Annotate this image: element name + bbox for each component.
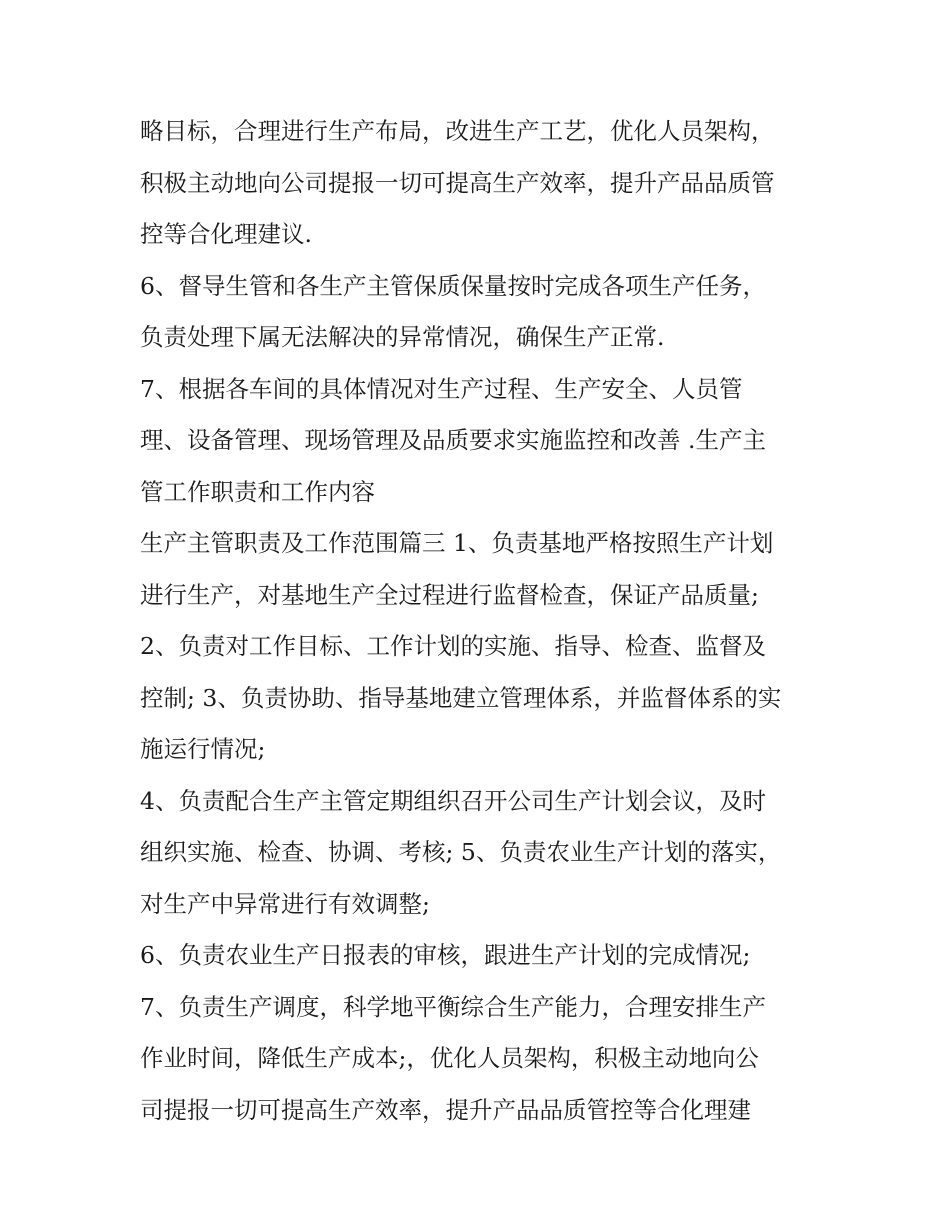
text-line: 施运行情况;	[140, 735, 266, 763]
text-line: 积极主动地向公司提报一切可提高生产效率，提升产品品质管	[140, 168, 775, 197]
text-line: 管工作职责和工作内容	[140, 477, 375, 506]
text-line: 6、督导生管和各生产主管保质保量按时完成各项生产任务，	[140, 271, 766, 300]
text-line: 生产主管职责及工作范围篇三 1、负责基地严格按照生产计划	[140, 529, 774, 557]
text-line: 7、负责生产调度，科学地平衡综合生产能力，合理安排生产	[140, 992, 766, 1021]
text-line: 4、负责配合生产主管定期组织召开公司生产计划会议，及时	[140, 786, 766, 815]
text-line: 司提报一切可提高生产效率，提升产品品质管控等合化理建	[140, 1095, 751, 1124]
text-line: 6、负责农业生产日报表的审核，跟进生产计划的完成情况;	[140, 941, 751, 969]
text-line: 组织实施、检查、协调、考核; 5、负责农业生产计划的落实，	[140, 838, 782, 866]
text-line: 略目标，合理进行生产布局，改进生产工艺，优化人员架构，	[140, 117, 775, 145]
text-line: 2、负责对工作目标、工作计划的实施、指导、检查、监督及	[140, 632, 766, 660]
text-line: 控制; 3、负责协助、指导基地建立管理体系，并监督体系的实	[140, 683, 782, 712]
text-line: 7、根据各车间的具体情况对生产过程、生产安全、人员管	[140, 374, 743, 403]
text-line: 进行生产，对基地生产全过程进行监督检查，保证产品质量;	[140, 580, 759, 609]
text-line: 作业时间，降低生产成本;，优化人员架构，积极主动地向公	[140, 1044, 759, 1072]
text-line: 负责处理下属无法解决的异常情况，确保生产正常.	[140, 323, 665, 351]
document-body	[140, 106, 830, 1136]
text-line: 对生产中异常进行有效调整;	[140, 889, 430, 918]
text-line: 理、设备管理、现场管理及品质要求实施监控和改善 .生产主	[140, 426, 766, 454]
text-line: 控等合化理建议.	[140, 220, 312, 248]
